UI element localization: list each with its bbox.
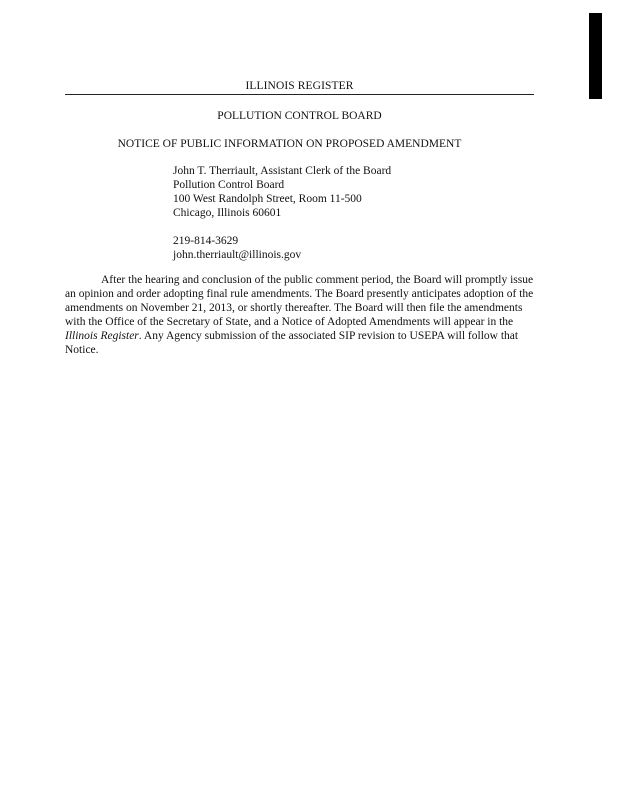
contact-block [173, 164, 391, 262]
board-title: POLLUTION CONTROL BOARD [217, 110, 382, 122]
body-text-part2: . Any Agency submission of the associated SIP revision to USEPA will follow that Notice. [65, 330, 519, 356]
register-header: ILLINOIS REGISTER [65, 79, 534, 95]
body-text-part1: After the hearing and conclusion of the public comment period, the Board will promptly issue an opinion and order adopting final rule amendments. The Board presently anticipates adoption of the amendments on November 21, 2013, or shortly thereafter. The Board will then file the amendments with the Office of the Secretary of State, and a Notice of Adopted Amendments will appear in the [65, 274, 534, 328]
contact-email: john.therriault@illinois.gov [173, 249, 302, 261]
page-edge-marker [589, 13, 602, 99]
notice-title: NOTICE OF PUBLIC INFORMATION ON PROPOSED AMENDMENT [117, 138, 462, 150]
contact-street: 100 West Randolph Street, Room 11-500 [173, 193, 362, 205]
contact-organization: Pollution Control Board [173, 179, 285, 191]
body-paragraph [65, 273, 534, 357]
illinois-register-italic: Illinois Register [65, 330, 139, 342]
contact-phone: 219-814-3629 [173, 235, 239, 247]
contact-city: Chicago, Illinois 60601 [173, 207, 282, 219]
contact-spacer [173, 220, 391, 234]
contact-name-line: John T. Therriault, Assistant Clerk of the Board [173, 165, 392, 177]
